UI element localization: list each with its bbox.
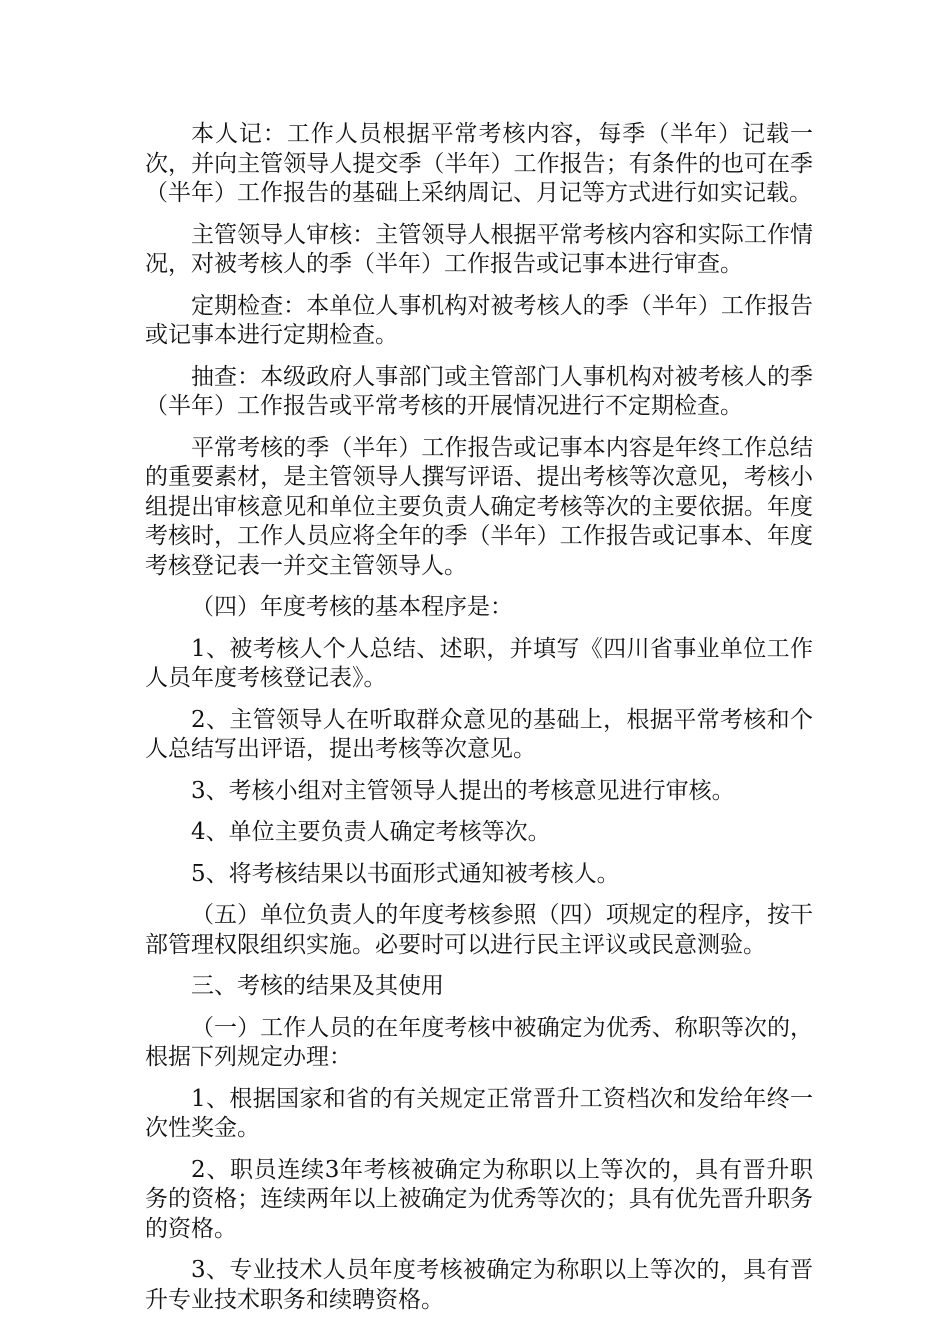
- list-item-step-1: 1、被考核人个人总结、述职，并填写《四川省事业单位工作人员年度考核登记表》。: [145, 635, 813, 691]
- section-heading-results: 三、考核的结果及其使用: [191, 973, 444, 999]
- list-item-rule-1: 1、根据国家和省的有关规定正常晋升工资档次和发给年终一次性奖金。: [145, 1085, 813, 1141]
- paragraph-self-record: 本人记：工作人员根据平常考核内容，每季（半年）记载一次，并向主管领导人提交季（半年）工作报告；有条件的也可在季（半年）工作报告的基础上采纳周记、月记等方式进行如实记载。: [145, 121, 813, 206]
- paragraph-leader-assessment: （五）单位负责人的年度考核参照（四）项规定的程序，按干部管理权限组织实施。必要时可以进行民主评议或民意测验。: [145, 902, 813, 958]
- list-item-rule-2: 2、职员连续3年考核被确定为称职以上等次的，具有晋升职务的资格；连续两年以上被确定为优秀等次的；具有优先晋升职务的资格。: [145, 1156, 813, 1242]
- section-heading-annual-procedure: （四）年度考核的基本程序是：: [191, 594, 513, 620]
- paragraph-spot-check: 抽查：本级政府人事部门或主管部门人事机构对被考核人的季（半年）工作报告或平常考核的开展情况进行不定期检查。: [145, 363, 813, 419]
- list-item-rule-3: 3、专业技术人员年度考核被确定为称职以上等次的，具有晋升专业技术职务和续聘资格。: [145, 1257, 813, 1313]
- paragraph-results-rules: （一）工作人员的在年度考核中被确定为优秀、称职等次的，根据下列规定办理：: [145, 1014, 813, 1070]
- paragraph-report-usage: 平常考核的季（半年）工作报告或记事本内容是年终工作总结的重要素材，是主管领导人撰写评语、提出考核等次意见，考核小组提出审核意见和单位主要负责人确定考核等次的主要依据。年度考核时，工作人员应将全年的季（半年）工作报告或记事本、年度考核登记表一并交主管领导人。: [145, 434, 813, 579]
- paragraph-periodic-check: 定期检查：本单位人事机构对被考核人的季（半年）工作报告或记事本进行定期检查。: [145, 292, 813, 348]
- list-item-step-5: 5、将考核结果以书面形式通知被考核人。: [191, 860, 620, 887]
- list-item-step-3: 3、考核小组对主管领导人提出的考核意见进行审核。: [191, 777, 735, 804]
- list-item-step-2: 2、主管领导人在听取群众意见的基础上，根据平常考核和个人总结写出评语，提出考核等次意见。: [145, 706, 813, 762]
- document-page: [145, 120, 813, 1327]
- paragraph-supervisor-review: 主管领导人审核：主管领导人根据平常考核内容和实际工作情况，对被考核人的季（半年）工作报告或记事本进行审查。: [145, 221, 813, 277]
- list-item-step-4: 4、单位主要负责人确定考核等次。: [191, 819, 551, 845]
